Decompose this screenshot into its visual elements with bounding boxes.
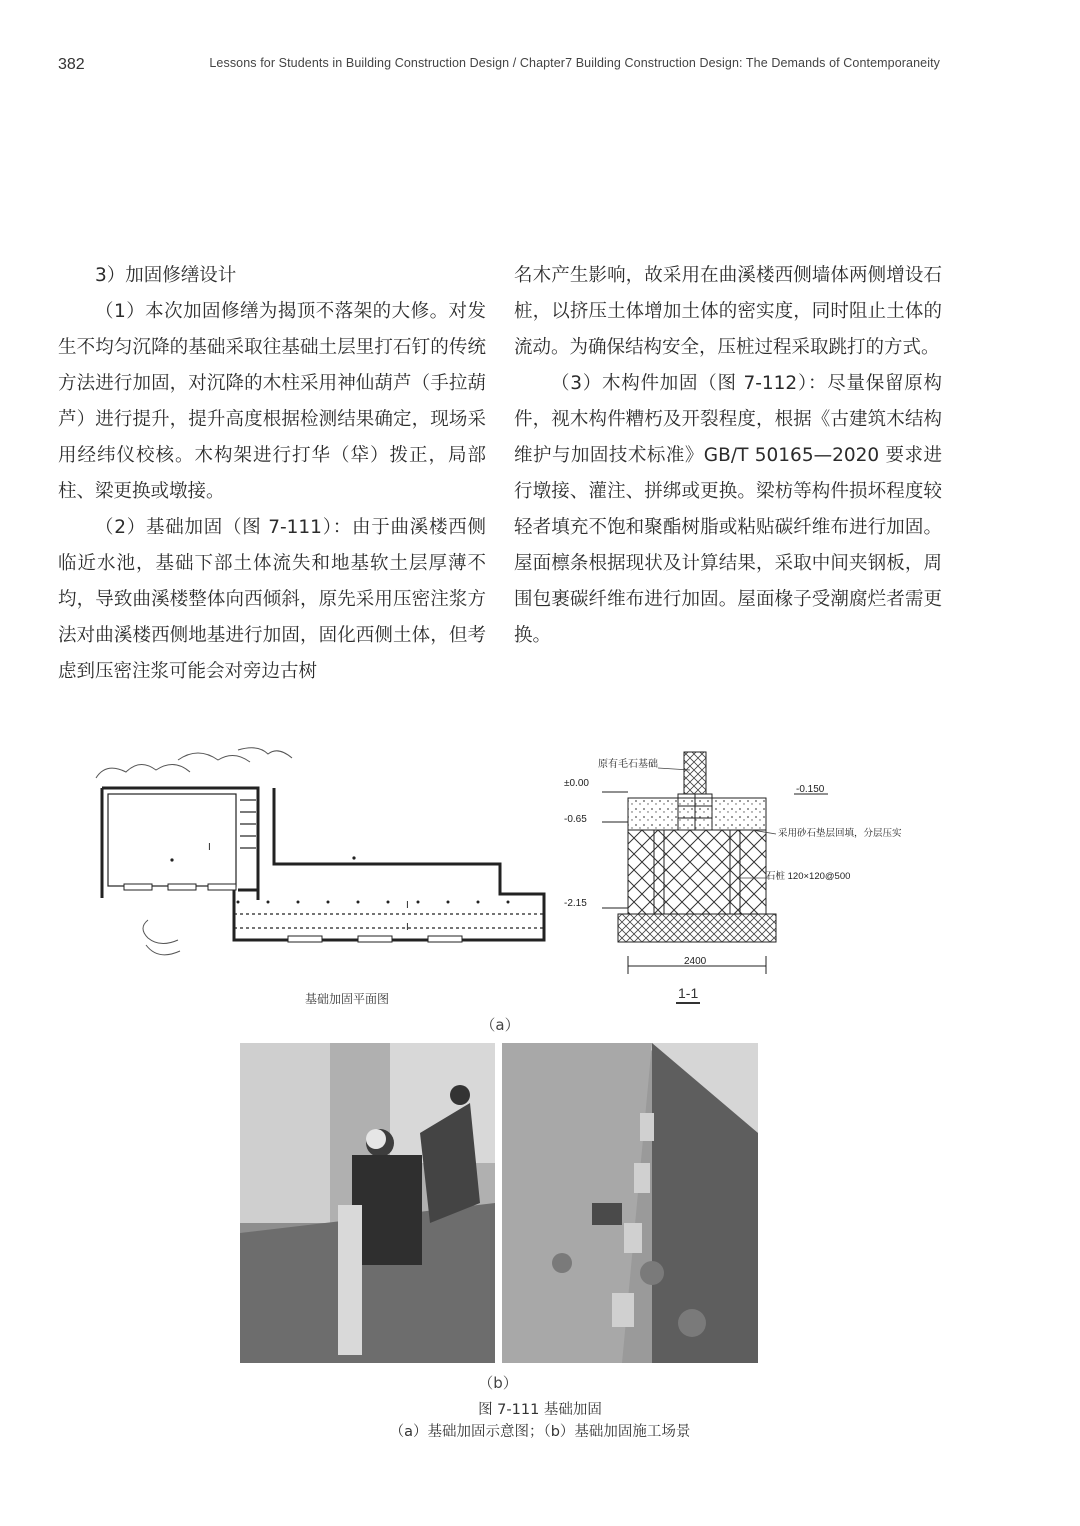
level-bottom: -2.15 [564,898,587,909]
paragraph: （1）本次加固修缮为揭顶不落架的大修。对发生不均匀沉降的基础采取往基础土层里打石钉的传统方法进行加固，对沉降的木柱采用神仙葫芦（手拉葫芦）进行提升，提升高度根据检测结果确定，现场采用经纬仪校核。木构架进行打华（牮）拨正，局部柱、梁更换或墩接。 [58,301,486,502]
plan-section-mark: I [208,842,211,853]
plan-section-mark: I [406,900,409,911]
width-dimension: 2400 [684,956,707,967]
page-number: 382 [58,56,85,73]
paragraph: 名木产生影响，故采用在曲溪楼西侧墙体两侧增设石桩，以挤压土体增加土体的密实度，同时阻止土体的流动。为确保结构安全，压桩过程采取跳打的方式。 [514,265,942,358]
body-column-right [514,258,942,654]
level-zero: ±0.00 [564,778,589,789]
construction-photo-workers [240,1043,495,1363]
note-backfill: 采用砂石垫层回填，分层压实 [778,828,902,839]
section-heading: 3）加固修缮设计 [95,265,237,286]
construction-photo-trench [502,1043,758,1363]
level-mid: -0.65 [564,814,587,825]
running-header: Lessons for Students in Building Construction Design / Chapter7 Building Construction Design: The Demands of Contemporaneity [209,56,940,70]
foundation-plan-drawing [88,740,570,1010]
plan-section-mark: I [406,922,409,933]
figure-subtitle: （a）基础加固示意图；（b）基础加固施工场景 [389,1424,691,1440]
section-caption: 1-1 [678,985,699,1001]
sub-figure-label-a: （a） [480,1016,520,1034]
figure-title: 图 7-111 基础加固 [478,1402,602,1418]
paragraph: （3）木构件加固（图 7-112）：尽量保留原构件，视木构件糟朽及开裂程度，根据《古建筑木结构维护与加固技术标准》GB/T 50165—2020 要求进行墩接、灌注、拼绑或更换。梁枋等构件损坏程度较轻者填充不饱和聚酯树脂或粘贴碳纤维布进行加固。屋面檩条根据现状及计算结果，采取中间夹钢板，周围包裹碳纤维布进行加固。屋面椽子受潮腐烂者需更换。 [514,373,942,646]
body-column-left [58,258,486,690]
level-top-right: -0.150 [796,784,825,795]
paragraph: （2）基础加固（图 7-111）：由于曲溪楼西侧临近水池，基础下部土体流失和地基软土层厚薄不均，导致曲溪楼整体向西倾斜，原先采用压密注浆方法对曲溪楼西侧地基进行加固，固化西侧土体，但考虑到压密注浆可能会对旁边古树 [58,517,486,682]
sub-figure-label-b: （b） [478,1374,518,1392]
note-stone-pile: 石桩 120×120@500 [766,871,851,882]
label-existing-foundation: 原有毛石基础 [598,759,658,770]
plan-caption: 基础加固平面图 [305,992,390,1006]
foundation-section-drawing [562,742,934,1010]
